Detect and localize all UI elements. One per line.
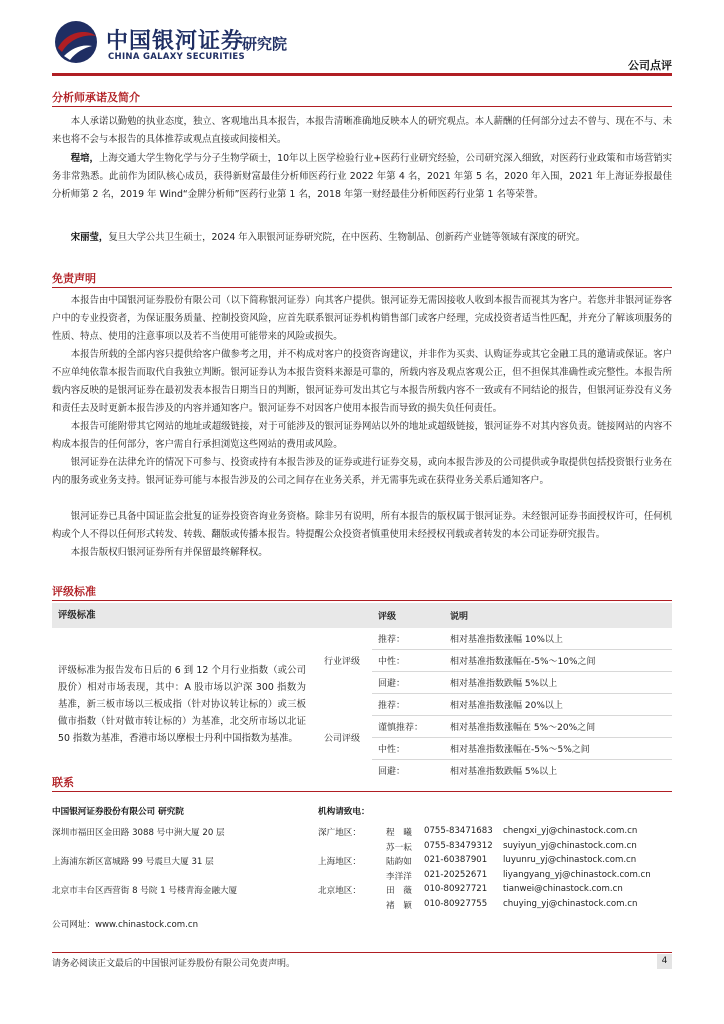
rating-desc: 相对基准指数涨幅 20%以上 [444, 694, 672, 716]
rating-row [52, 628, 672, 650]
contact-email[interactable]: liyangyang_yj@chinastock.com.cn [503, 870, 651, 880]
page-number: 4 [657, 954, 672, 969]
company-rating-label: 公司评级 [323, 733, 360, 744]
rating-col-rating: 评级 [372, 603, 444, 628]
galaxy-logo-icon [52, 18, 100, 66]
rating-level: 谨慎推荐： [372, 716, 444, 738]
region-beijing: 北京地区： [318, 886, 361, 896]
contact-name: 程 曦 [386, 828, 412, 838]
contact-company-name: 中国银河证券股份有限公司 研究院 [52, 807, 184, 817]
analyst-2-bio [52, 229, 672, 247]
contact-institution-title: 机构请致电： [318, 807, 370, 817]
contact-phone: 010-80927721 [424, 884, 488, 894]
analyst-1-text: 上海交通大学生物化学与分子生物学硕士，10年以上医学检验行业+医药行业研究经验，公司研究深入细致，对医药行业政策和市场营销实务非常熟悉。此前作为团队核心成员，获得新财富最佳分析师医药行业 2022 年第 4 名，2021 年第 5 名，2020 年入围，2021 年上海证券报最佳分析师第 2 名，2019 年 Wind“金牌分析师”医药行业第 1 名，2018 年第一财经最佳分析师医药行业第 1 名等荣誉。 [52, 153, 672, 200]
industry-rating-label: 行业评级 [323, 657, 360, 668]
contact-name: 陆韵如 [386, 857, 412, 867]
contact-section-divider [52, 791, 672, 792]
contact-phone: 010-80927755 [424, 899, 488, 909]
footer-divider [52, 952, 672, 953]
rating-desc: 相对基准指数跌幅 5%以上 [444, 672, 672, 694]
header-divider [52, 73, 672, 76]
contact-name: 苏一耘 [386, 843, 412, 853]
rating-table [52, 603, 672, 781]
contact-name: 褚 颖 [386, 901, 412, 911]
document-type: 公司点评 [628, 59, 672, 72]
rating-desc: 相对基准指数涨幅在 5%～20%之间 [444, 716, 672, 738]
rating-level: 推荐： [378, 635, 406, 645]
disclaimer-paragraph-6: 本报告版权归银河证券所有并保留最终解释权。 [70, 547, 268, 558]
logo-institute: 研究院 [242, 35, 288, 53]
contact-name: 田 薇 [386, 886, 412, 896]
contact-email[interactable]: luyunru_yj@chinastock.com.cn [503, 855, 637, 865]
disclaimer-paragraph-5: 银河证券已具备中国证监会批复的证券投资咨询业务资格。除非另有说明，所有本报告的版权属于银河证券。未经银河证券书面授权许可，任何机构或个人不得以任何形式转发、转载、翻版或传播本报告。特提醒公众投资者慎重使用未经授权刊载或者转发的本公司证券研究报告。 [52, 511, 672, 540]
rating-table-header [52, 603, 672, 628]
address-shanghai: 上海浦东新区富城路 99 号震旦大厦 31 层 [52, 857, 214, 867]
rating-standard-text: 评级标准为报告发布日后的 6 到 12 个月行业指数（或公司股价）相对市场表现，其中：A 股市场以沪深 300 指数为基准，新三板市场以三板成指（针对协议转让标的）或三板做市指数（针对做市转让标的）为基准，北交所市场以北证 50 指数为基准，香港市场以摩根士丹利中国指数为基准。 [58, 665, 306, 744]
analyst-1-bio [52, 150, 672, 204]
contact-email[interactable]: tianwei@chinastock.com.cn [503, 884, 623, 894]
analyst-2-name: 宋丽莹， [70, 232, 109, 243]
contact-section-title: 联系 [52, 776, 74, 789]
contact-email[interactable]: chuying_yj@chinastock.com.cn [503, 899, 638, 909]
logo-english-name: CHINA GALAXY SECURITIES [108, 52, 245, 62]
disclaimer-section-divider [52, 287, 672, 288]
analyst-pledge: 本人承诺以勤勉的执业态度，独立、客观地出具本报告，本报告清晰准确地反映本人的研究观点。本人薪酬的任何部分过去不曾与、现在不与、未来也将不会与本报告的具体推荐或观点直接或间接相关。 [52, 116, 672, 145]
analyst-section-title: 分析师承诺及简介 [52, 91, 140, 104]
rating-level: 中性： [372, 650, 444, 672]
region-shanghai: 上海地区： [318, 857, 361, 867]
rating-col-desc: 说明 [444, 603, 672, 628]
rating-desc: 相对基准指数涨幅在-5%～10%之间 [444, 650, 672, 672]
logo-chinese-name: 中国银河证券 [106, 29, 245, 54]
contact-phone: 021-20252671 [424, 870, 488, 880]
analyst-2-text: 复旦大学公共卫生硕士，2024 年入职银河证券研究院，在中医药、生物制品、创新药产业链等领域有深度的研究。 [108, 232, 586, 243]
analyst-1-name: 程培， [70, 153, 99, 164]
disclaimer-section-title: 免责声明 [52, 272, 96, 285]
rating-col-standard: 评级标准 [52, 603, 312, 628]
rating-desc: 相对基准指数涨幅在-5%～5%之间 [444, 738, 672, 760]
rating-level: 回避： [372, 672, 444, 694]
rating-level: 推荐： [372, 694, 444, 716]
rating-section-title: 评级标准 [52, 585, 96, 598]
disclaimer-paragraph-4: 银河证券在法律允许的情况下可参与、投资或持有本报告涉及的证券或进行证券交易，或向本报告涉及的公司提供或争取提供包括投资银行业务在内的服务或业务支持。银河证券可能与本报告涉及的公司之间存在业务关系，并无需事先或在获得业务关系后通知客户。 [52, 457, 672, 486]
address-shenzhen: 深圳市福田区金田路 3088 号中洲大厦 20 层 [52, 828, 225, 838]
disclaimer-paragraph-2: 本报告所载的全部内容只提供给客户做参考之用，并不构成对客户的投资咨询建议，并非作为买卖、认购证券或其它金融工具的邀请或保证。客户不应单纯依靠本报告而取代自我独立判断。银河证券认为本报告资料来源是可靠的，所载内容及观点客观公正，但不担保其准确性或完整性。本报告所载内容反映的是银河证券在最初发表本报告日期当日的判断，银河证券可发出其它与本报告所载内容不一致或有不同结论的报告，但银河证券没有义务和责任去及时更新本报告涉及的内容并通知客户。银河证券不对因客户使用本报告而导致的损失负任何责任。 [52, 349, 672, 414]
rating-desc: 相对基准指数涨幅 10%以上 [450, 635, 563, 645]
contact-email[interactable]: chengxi_yj@chinastock.com.cn [503, 826, 638, 836]
contact-email[interactable]: suyiyun_yj@chinastock.com.cn [503, 841, 637, 851]
region-shenzhen-guangzhou: 深广地区： [318, 828, 361, 838]
disclaimer-paragraph-3: 本报告可能附带其它网站的地址或超级链接，对于可能涉及的银河证券网站以外的地址或超级链接，银河证券不对其内容负责。链接网站的内容不构成本报告的任何部分，客户需自行承担浏览这些网站的费用或风险。 [52, 421, 672, 450]
analyst-section-divider [52, 106, 672, 107]
contact-phone: 0755-83479312 [424, 841, 493, 851]
rating-section-divider [52, 600, 672, 601]
disclaimer-paragraph-1: 本报告由中国银河证券股份有限公司（以下简称银河证券）向其客户提供。银河证券无需因接收人收到本报告而视其为客户。若您并非银河证券客户中的专业投资者，为保证服务质量、控制投资风险，应首先联系银河证券机构销售部门或客户经理，完成投资者适当性匹配，并充分了解该项服务的性质、特点、使用的注意事项以及若不当使用可能带来的风险或损失。 [52, 295, 672, 342]
contact-name: 李洋洋 [386, 872, 412, 882]
company-website[interactable]: 公司网址：www.chinastock.com.cn [52, 920, 199, 930]
rating-level: 中性： [372, 738, 444, 760]
contact-phone: 021-60387901 [424, 855, 488, 865]
footer-disclaimer-note: 请务必阅读正文最后的中国银河证券股份有限公司免责声明。 [52, 959, 296, 969]
rating-desc: 相对基准指数跌幅 5%以上 [444, 760, 672, 782]
rating-level: 回避： [372, 760, 444, 782]
rating-col-empty [312, 603, 372, 628]
contact-phone: 0755-83471683 [424, 826, 493, 836]
address-beijing: 北京市丰台区西营街 8 号院 1 号楼青海金融大厦 [52, 886, 238, 896]
